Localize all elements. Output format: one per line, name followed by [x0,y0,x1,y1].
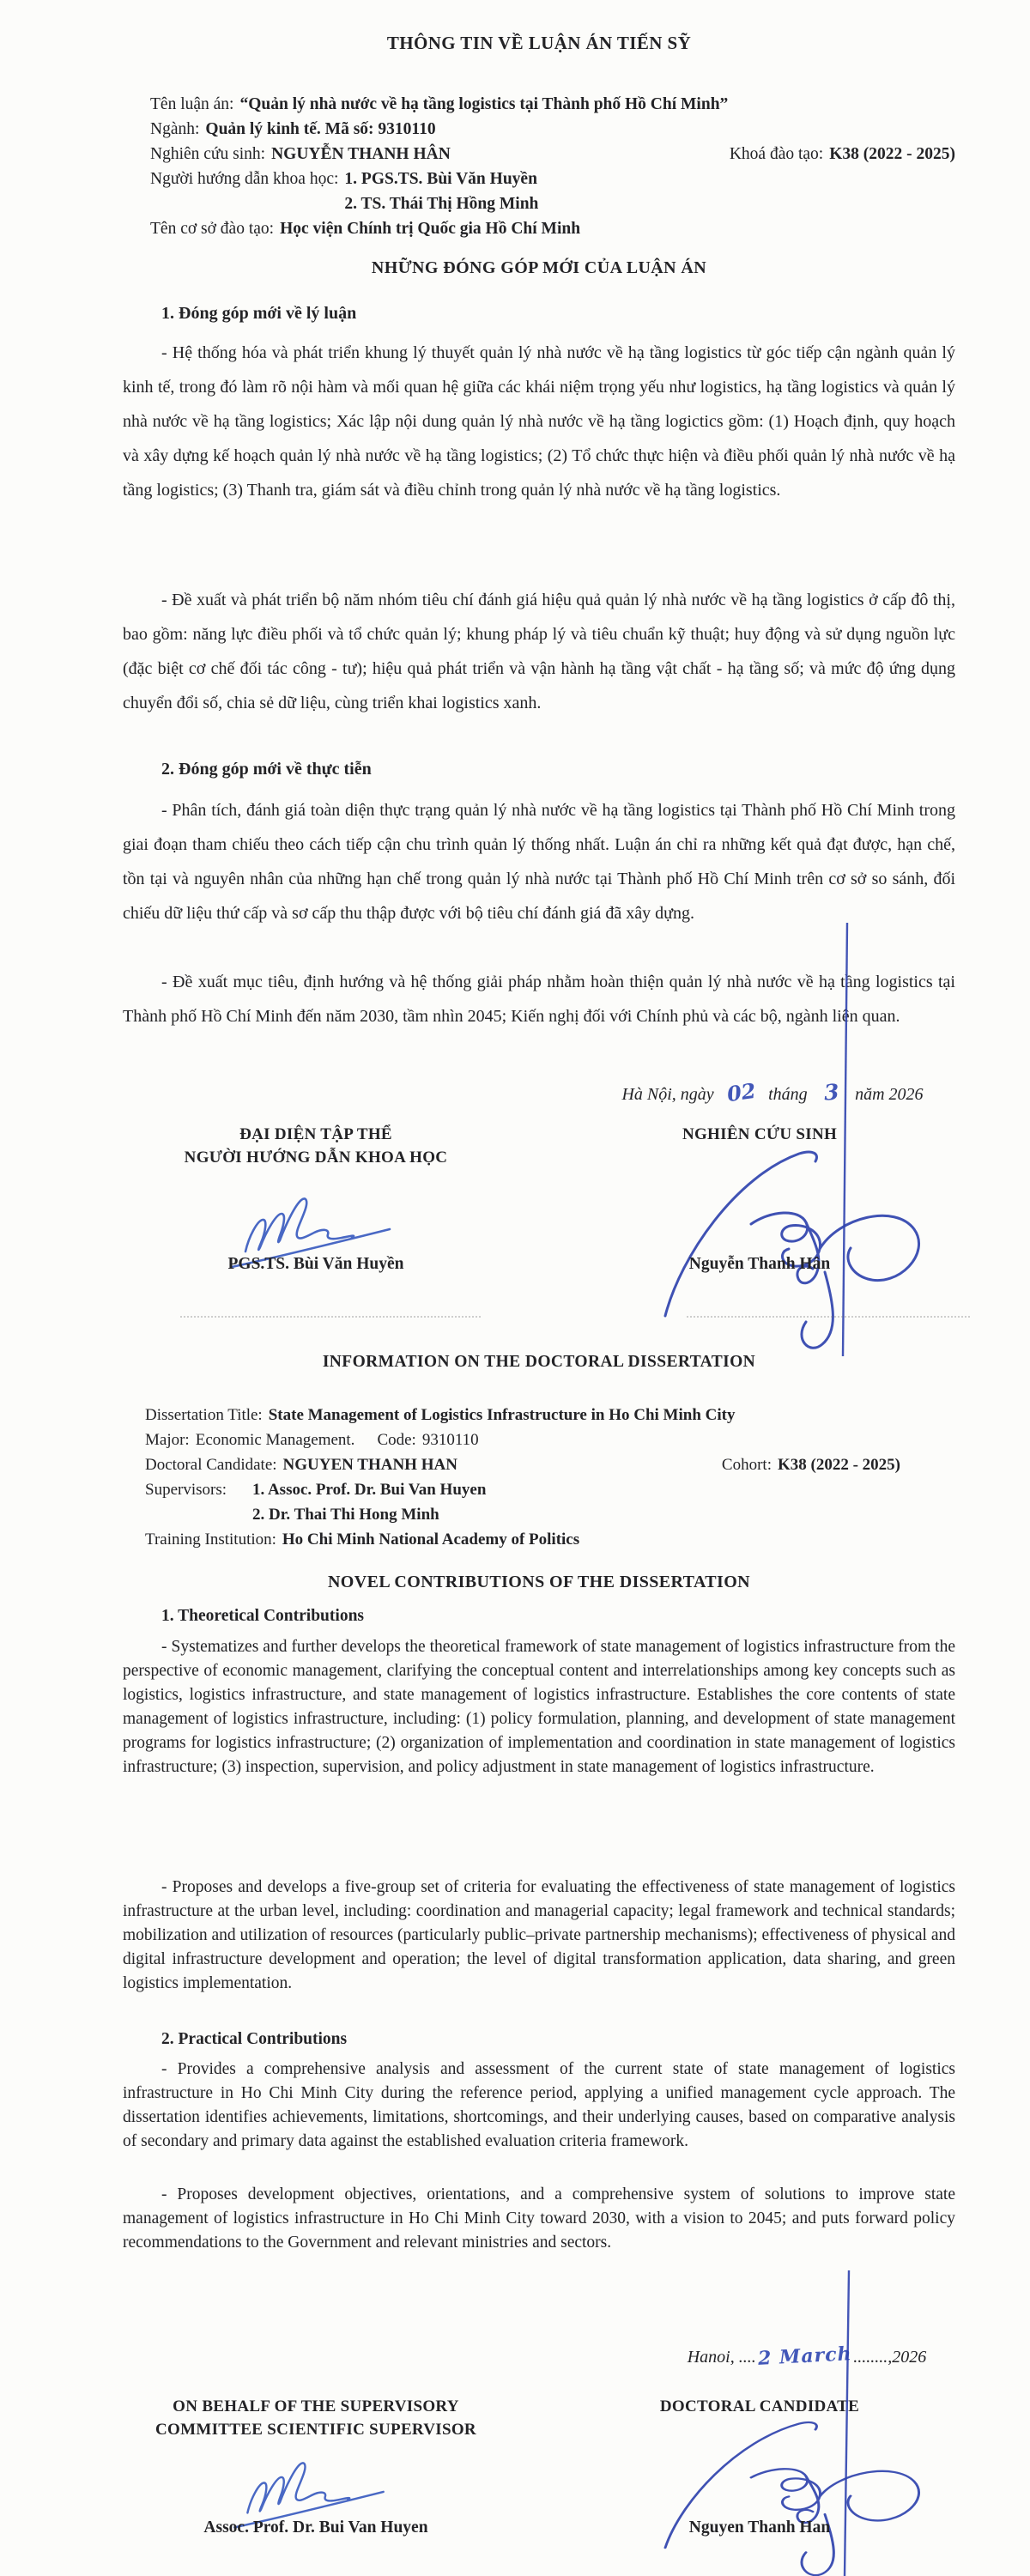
vi-supervisor-2: 2. TS. Thái Thị Hồng Minh [344,195,539,213]
vi-info-block [123,92,955,241]
vi-info-major [150,117,955,142]
vi-info-institution [150,216,955,241]
vi-major-value: Quản lý kinh tế. Mã số: 9310110 [205,120,436,138]
scan-artifact-dots-left [180,1313,481,1318]
vi-supervisors-label: Người hướng dẫn khoa học: [150,170,339,188]
en-sig-left-title-2: COMMITTEE SCIENTIFIC SUPERVISOR [155,2421,476,2439]
en-sig-right-title: DOCTORAL CANDIDATE [659,2397,860,2415]
en-major-label: Major: [145,1431,190,1449]
vi-candidate-name: Nguyễn Thanh Hân [688,1255,831,1273]
en-date-line [652,2343,961,2370]
en-info-dissertation-title [145,1403,955,1427]
en-cohort-pair [722,1452,900,1477]
vi-date-month-handwritten: 3 [822,1079,840,1106]
vi-cohort-value: K38 (2022 - 2025) [829,145,955,163]
en-theoretical-heading: 1. Theoretical Contributions [161,1607,364,1625]
vi-cohort-pair [730,142,955,167]
vi-sig-left-title-2: NGƯỜI HƯỚNG DẪN KHOA HỌC [184,1149,448,1167]
en-date-dots-2: ........, [853,2348,893,2367]
en-candidate-name: Nguyen Thanh Han [688,2518,831,2537]
en-code-label: Code: [377,1431,416,1449]
en-practical-heading: 2. Practical Contributions [161,2030,348,2048]
vi-institution-label: Tên cơ sở đào tạo: [150,220,275,238]
en-supervisors-label: Supervisors: [145,1481,227,1499]
vi-supervisor-name: PGS.TS. Bùi Văn Huyền [227,1255,404,1273]
en-candidate-pair [145,1452,457,1477]
en-candidate-value: NGUYEN THANH HAN [282,1456,457,1474]
vi-candidate-pair [150,142,451,167]
en-date-handwritten: 2 March [757,2343,852,2370]
en-info-supervisors [145,1477,955,1527]
vi-title-value: “Quản lý nhà nước về hạ tầng logistics tại Thành phố Hồ Chí Minh” [239,95,729,113]
vi-supervisor-1: 1. PGS.TS. Bùi Văn Huyền [344,170,537,188]
vi-date-day-handwritten: 02 [724,1077,757,1107]
vi-theoretical-heading: 1. Đóng góp mới về lý luận [161,304,357,323]
vi-practical-heading: 2. Đóng góp mới về thực tiễn [161,760,372,779]
en-supervisors-list [252,1477,486,1527]
en-info-candidate [145,1452,955,1477]
en-supervisor-2: 2. Dr. Thai Thi Hong Minh [252,1506,439,1524]
vi-date-month-label: tháng [768,1085,808,1104]
en-supervisor-1: 1. Assoc. Prof. Dr. Bui Van Huyen [252,1481,487,1499]
vi-document-title: THÔNG TIN VỀ LUẬN ÁN TIẾN SỸ [386,33,692,53]
vi-major-label: Ngành: [150,120,200,138]
vi-institution-value: Học viện Chính trị Quốc gia Hồ Chí Minh [280,220,581,238]
en-candidate-signature-ink [655,2400,940,2576]
vi-contributions-heading: NHỮNG ĐÓNG GÓP MỚI CỦA LUẬN ÁN [371,258,707,277]
en-date-year: 2026 [892,2348,927,2367]
en-date-dots-1: .... [738,2348,756,2367]
en-practical-paragraph-2: - Proposes development objectives, orientations, and a comprehensive system of solutions to improve state management of logistics infrastructure in Ho Chi Minh City toward 2030, with a vision to 2045; and puts forward policy recommendations to the Government and relevant ministries and sectors. [123,2185,955,2252]
en-cohort-label: Cohort: [721,1456,772,1474]
en-document-title: INFORMATION ON THE DOCTORAL DISSERTATION [322,1353,756,1371]
en-title-value: State Management of Logistics Infrastructure in Ho Chi Minh City [268,1406,736,1424]
en-supervisor-name: Assoc. Prof. Dr. Bui Van Huyen [203,2518,428,2537]
vi-supervisor-signature-title [123,1123,509,1169]
en-title-label: Dissertation Title: [145,1406,263,1424]
vi-candidate-value: NGUYỄN THANH HÂN [271,145,451,163]
en-institution-label: Training Institution: [145,1530,276,1549]
vi-title-label: Tên luận án: [150,95,234,113]
en-contributions-heading: NOVEL CONTRIBUTIONS OF THE DISSERTATION [327,1573,751,1591]
en-info-block [123,1403,955,1552]
vi-sig-left-title-1: ĐẠI DIỆN TẬP THỂ [239,1125,392,1143]
en-practical-paragraph-1: - Provides a comprehensive analysis and assessment of the current state of state management of logistics infrastructure in Ho Chi Minh City during the reference period, applying a unified management cycle approach. The dissertation identifies achievements, limitations, shortcomings, and their underlying causes, based on comparative analysis of secondary and primary data against the established evaluation criteria framework. [123,2060,955,2150]
en-cohort-value: K38 (2022 - 2025) [777,1456,900,1474]
en-institution-value: Ho Chi Minh National Academy of Politics [282,1530,580,1549]
vi-theoretical-paragraph-2: - Đề xuất và phát triển bộ năm nhóm tiêu chí đánh giá hiệu quả quản lý nhà nước về hạ tầng logistics ở cấp đô thị, bao gồm: năng lực điều phối và tổ chức quản lý; khung pháp lý và tiêu chuẩn kỹ thuật; huy động và sử dụng nguồn lực (đặc biệt cơ chế đối tác công - tư); hiệu quả phát triển và vận hành hạ tầng vật chất - hạ tầng số; và mức độ ứng dụng chuyển đổi số, chia sẻ dữ liệu, cùng triển khai logistics xanh. [123,591,955,712]
vi-sig-right-title: NGHIÊN CỨU SINH [682,1125,838,1143]
vi-practical-paragraph-2: - Đề xuất mục tiêu, định hướng và hệ thống giải pháp nhằm hoàn thiện quản lý nhà nước về hạ tầng logistics tại Thành phố Hồ Chí Minh đến năm 2030, tầm nhìn 2045; Kiến nghị đối với Chính phủ và các bộ, ngành liên quan. [123,973,955,1026]
en-theoretical-paragraph-1: - Systematizes and further develops the theoretical framework of state management of logistics infrastructure from the perspective of economic management, clarifying the conceptual content and interrelationships among key concepts such as logistics, logistics infrastructure, and state management of logistics infrastructure. Establishes the core contents of state management of logistics infrastructure, including: (1) policy formulation, planning, and development of state management programs for logistics infrastructure; (2) organization of implementation and coordination in state management of logistics infrastructure; (3) inspection, supervision, and policy adjustment in state management of logistics infrastructure. [123,1638,955,1776]
vi-info-dissertation-title [150,92,955,117]
en-theoretical-paragraph-2: - Proposes and develops a five-group set of criteria for evaluating the effectiveness of state management of logistics infrastructure at the urban level, including: coordination and managerial capacity; legal framework and technical standards; mobilization and utilization of resources (particularly public–private partnership mechanisms); effectiveness of physical and digital infrastructure development and operation; the level of digital transformation application, data sharing, and green logistics implementation. [123,1878,955,1992]
vi-date-prefix: Hà Nội, ngày [621,1085,714,1104]
vi-cohort-label: Khoá đào tạo: [729,145,824,163]
vi-practical-paragraph-1: - Phân tích, đánh giá toàn diện thực trạng quản lý nhà nước về hạ tầng logistics tại Thành phố Hồ Chí Minh trong giai đoạn tham chiếu theo cách tiếp cận chu trình quản lý thống nhất. Luận án chỉ ra những kết quả đạt được, hạn chế, tồn tại và nguyên nhân của những hạn chế trong quản lý nhà nước tại Thành phố Hồ Chí Minh trên cơ sở so sánh, đối chiếu dữ liệu thứ cấp và sơ cấp thu thập được với bộ tiêu chí đánh giá đã xây dựng. [123,801,955,923]
vi-candidate-label: Nghiên cứu sinh: [150,145,266,163]
en-sig-left-title-1: ON BEHALF OF THE SUPERVISORY [173,2397,459,2415]
vi-info-candidate [150,142,955,167]
en-candidate-label: Doctoral Candidate: [145,1456,277,1474]
en-date-prefix: Hanoi, [687,2348,735,2367]
vi-date-line [592,1077,953,1107]
en-code-value: 9310110 [421,1431,479,1449]
scan-artifact-dots-right [687,1313,970,1318]
en-major-value: Economic Management. [195,1431,355,1449]
vi-supervisors-list [344,167,538,216]
vi-info-supervisors [150,167,955,216]
en-info-institution [145,1527,955,1552]
vi-theoretical-paragraph-1: - Hệ thống hóa và phát triển khung lý thuyết quản lý nhà nước về hạ tầng logistics từ góc tiếp cận ngành quản lý kinh tế, trong đó làm rõ nội hàm và mối quan hệ giữa các khái niệm trọng yếu như logistics, hạ tầng logistics và quản lý nhà nước về hạ tầng logistics; Xác lập nội dung quản lý nhà nước về hạ tầng logictics gồm: (1) Hoạch định, quy hoạch và xây dựng kế hoạch quản lý nhà nước về hạ tầng logistics; (2) Tổ chức thực hiện và điều phối quản lý nhà nước về hạ tầng logistics; (3) Thanh tra, giám sát và điều chỉnh trong quản lý nhà nước về hạ tầng logistics. [123,343,955,500]
en-supervisor-signature-title [123,2395,509,2441]
vi-candidate-signature-ink [655,1123,940,1353]
en-info-major [145,1427,955,1452]
vi-date-year: năm 2026 [855,1085,924,1104]
